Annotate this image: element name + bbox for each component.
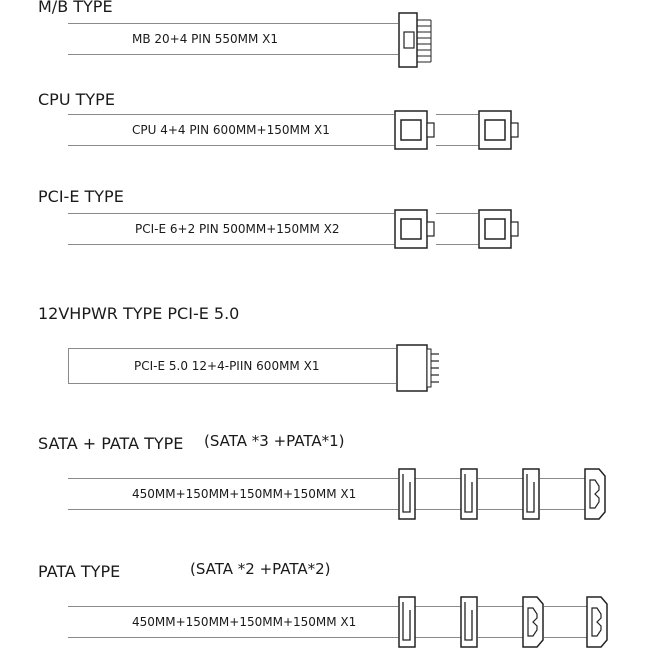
pata-molex-connector-icon-3 bbox=[586, 596, 608, 648]
mb-24pin-connector-icon bbox=[398, 12, 434, 68]
12vhpwr-type-title: 12VHPWR TYPE PCI-E 5.0 bbox=[38, 304, 240, 323]
pcie-type-title: PCI-E TYPE bbox=[38, 187, 124, 206]
sata-pata-cable-branch-2 bbox=[478, 478, 524, 510]
pata-molex-connector-icon bbox=[584, 468, 606, 520]
cpu-cable-branch bbox=[436, 114, 478, 146]
pcie-cable-branch bbox=[436, 213, 478, 245]
pcie-8pin-connector-icon bbox=[394, 209, 436, 249]
mb-cable-label: MB 20+4 PIN 550MM X1 bbox=[132, 32, 279, 46]
sata-connector-icon-4 bbox=[398, 596, 416, 648]
pcie-8pin-connector-icon-2 bbox=[478, 209, 520, 249]
sata-pata-type-title: SATA + PATA TYPE bbox=[38, 434, 184, 453]
sata-pata-type-subtitle: (SATA *3 +PATA*1) bbox=[204, 432, 345, 450]
pcie-cable-label: PCI-E 6+2 PIN 500MM+150MM X2 bbox=[135, 222, 340, 236]
cpu-cable-label: CPU 4+4 PIN 600MM+150MM X1 bbox=[132, 123, 330, 137]
sata-pata-cable-branch-3 bbox=[540, 478, 586, 510]
sata-connector-icon-2 bbox=[460, 468, 478, 520]
sata-pata-cable-label: 450MM+150MM+150MM+150MM X1 bbox=[132, 487, 357, 501]
pata-type-title: PATA TYPE bbox=[38, 562, 121, 581]
pata-cable-label: 450MM+150MM+150MM+150MM X1 bbox=[132, 615, 357, 629]
pata-type-subtitle: (SATA *2 +PATA*2) bbox=[190, 560, 331, 578]
cpu-type-title: CPU TYPE bbox=[38, 90, 115, 109]
12vhpwr-cable-label: PCI-E 5.0 12+4-PIIN 600MM X1 bbox=[134, 359, 320, 373]
cpu-4pin-connector-icon-2 bbox=[478, 110, 520, 150]
12vhpwr-connector-icon bbox=[396, 344, 442, 392]
pata-cable-branch-1 bbox=[414, 606, 464, 638]
sata-connector-icon-5 bbox=[460, 596, 478, 648]
pata-cable-branch-3 bbox=[544, 606, 588, 638]
pata-cable-branch-2 bbox=[478, 606, 524, 638]
sata-pata-cable-branch-1 bbox=[414, 478, 464, 510]
cpu-4pin-connector-icon bbox=[394, 110, 436, 150]
sata-connector-icon-1 bbox=[398, 468, 416, 520]
mb-type-title: M/B TYPE bbox=[38, 0, 113, 16]
pata-molex-connector-icon-2 bbox=[522, 596, 544, 648]
sata-connector-icon-3 bbox=[522, 468, 540, 520]
